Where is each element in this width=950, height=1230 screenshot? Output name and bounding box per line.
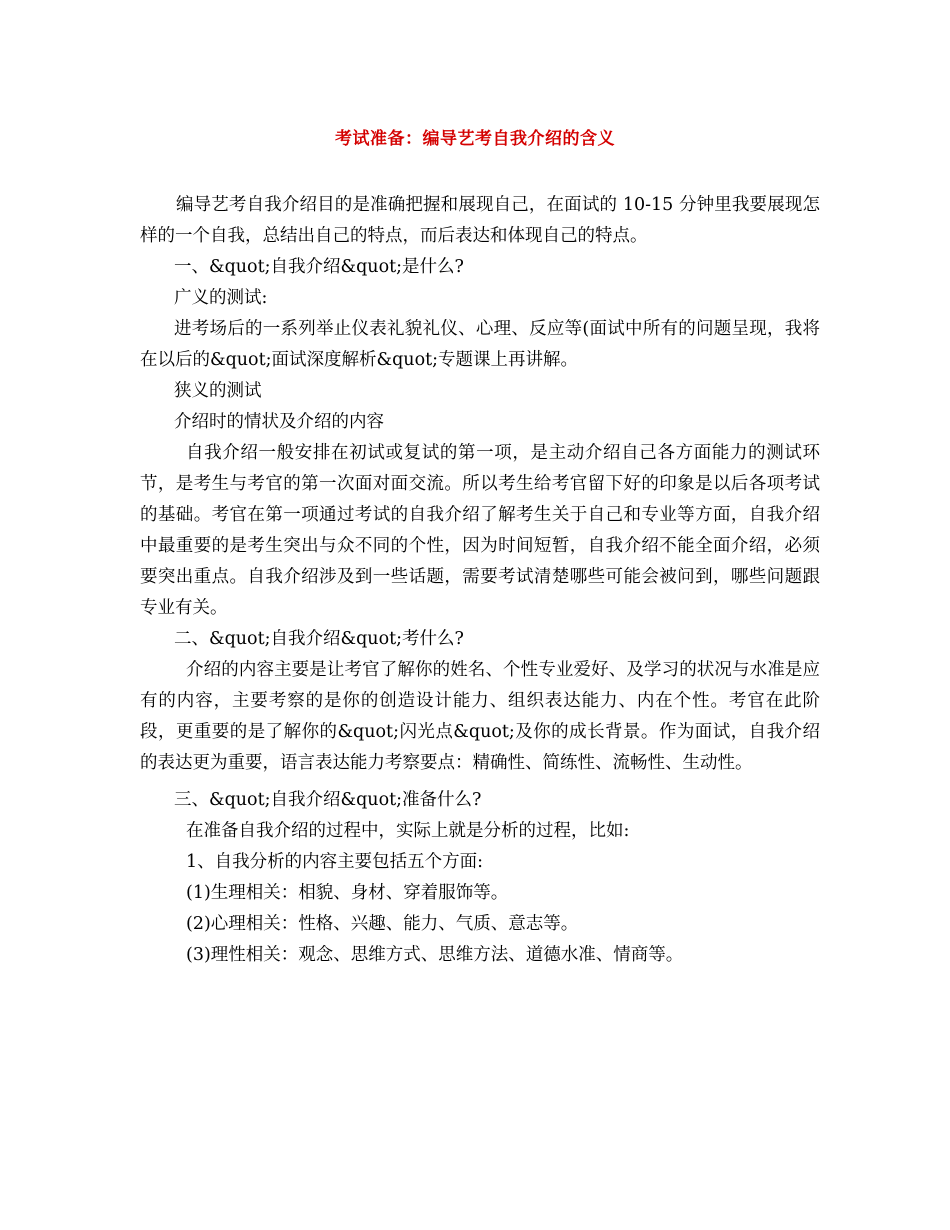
heading-section-3: 三、&quot;自我介绍&quot;准备什么? (174, 790, 482, 810)
paragraph-broad-test: 进考场后的一系列举止仪表礼貌礼仪、心理、反应等(面试中所有的问题呈现，我将在以后的&quot;面试深度解析&quot;专题课上再讲解。 (140, 319, 820, 370)
list-item-physiological: (1)生理相关：相貌、身材、穿着服饰等。 (186, 883, 509, 903)
heading-section-1: 一、&quot;自我介绍&quot;是什么? (174, 257, 464, 277)
paragraph-what-tested: 介绍的内容主要是让考官了解你的姓名、个性专业爱好、及学习的状况与水准是应有的内容，主要考察的是你的创造设计能力、组织表达能力、内在个性。考官在此阶段，更重要的是了解你的&quot;闪光点&quot;及你的成长背景。作为面试，自我介绍的表达更为重要，语言表达能力考察要点：精确性、简练性、流畅性、生动性。 (140, 660, 820, 773)
document-title: 考试准备：编导艺考自我介绍的含义 (335, 129, 615, 149)
document-body (140, 190, 820, 971)
paragraph-preparation: 在准备自我介绍的过程中，实际上就是分析的过程，比如: (186, 821, 630, 841)
paragraph-intro: 编导艺考自我介绍目的是准确把握和展现自己，在面试的 10-15 分钟里我要展现怎样的一个自我，总结出自己的特点，而后表达和体现自己的特点。 (140, 195, 820, 246)
list-heading-self-analysis: 1、自我分析的内容主要包括五个方面: (186, 852, 484, 872)
heading-section-2: 二、&quot;自我介绍&quot;考什么? (174, 629, 464, 649)
list-item-psychological: (2)心理相关：性格、兴趣、能力、气质、意志等。 (186, 914, 579, 934)
paragraph-self-intro: 自我介绍一般安排在初试或复试的第一项，是主动介绍自己各方面能力的测试环节，是考生与考官的第一次面对面交流。所以考生给考官留下好的印象是以后各项考试的基础。考官在第一项通过考试的自我介绍了解考生关于自己和专业等方面，自我介绍中最重要的是考生突出与众不同的个性，因为时间短暂，自我介绍不能全面介绍，必须要突出重点。自我介绍涉及到一些话题，需要考试清楚哪些可能会被问到，哪些问题跟专业有关。 (140, 443, 820, 618)
list-item-rational: (3)理性相关：观念、思维方式、思维方法、道德水准、情商等。 (186, 945, 684, 965)
subheading-broad-test: 广义的测试: (174, 288, 268, 308)
subheading-intro-content: 介绍时的情状及介绍的内容 (174, 412, 384, 432)
subheading-narrow-test: 狭义的测试 (174, 381, 262, 401)
